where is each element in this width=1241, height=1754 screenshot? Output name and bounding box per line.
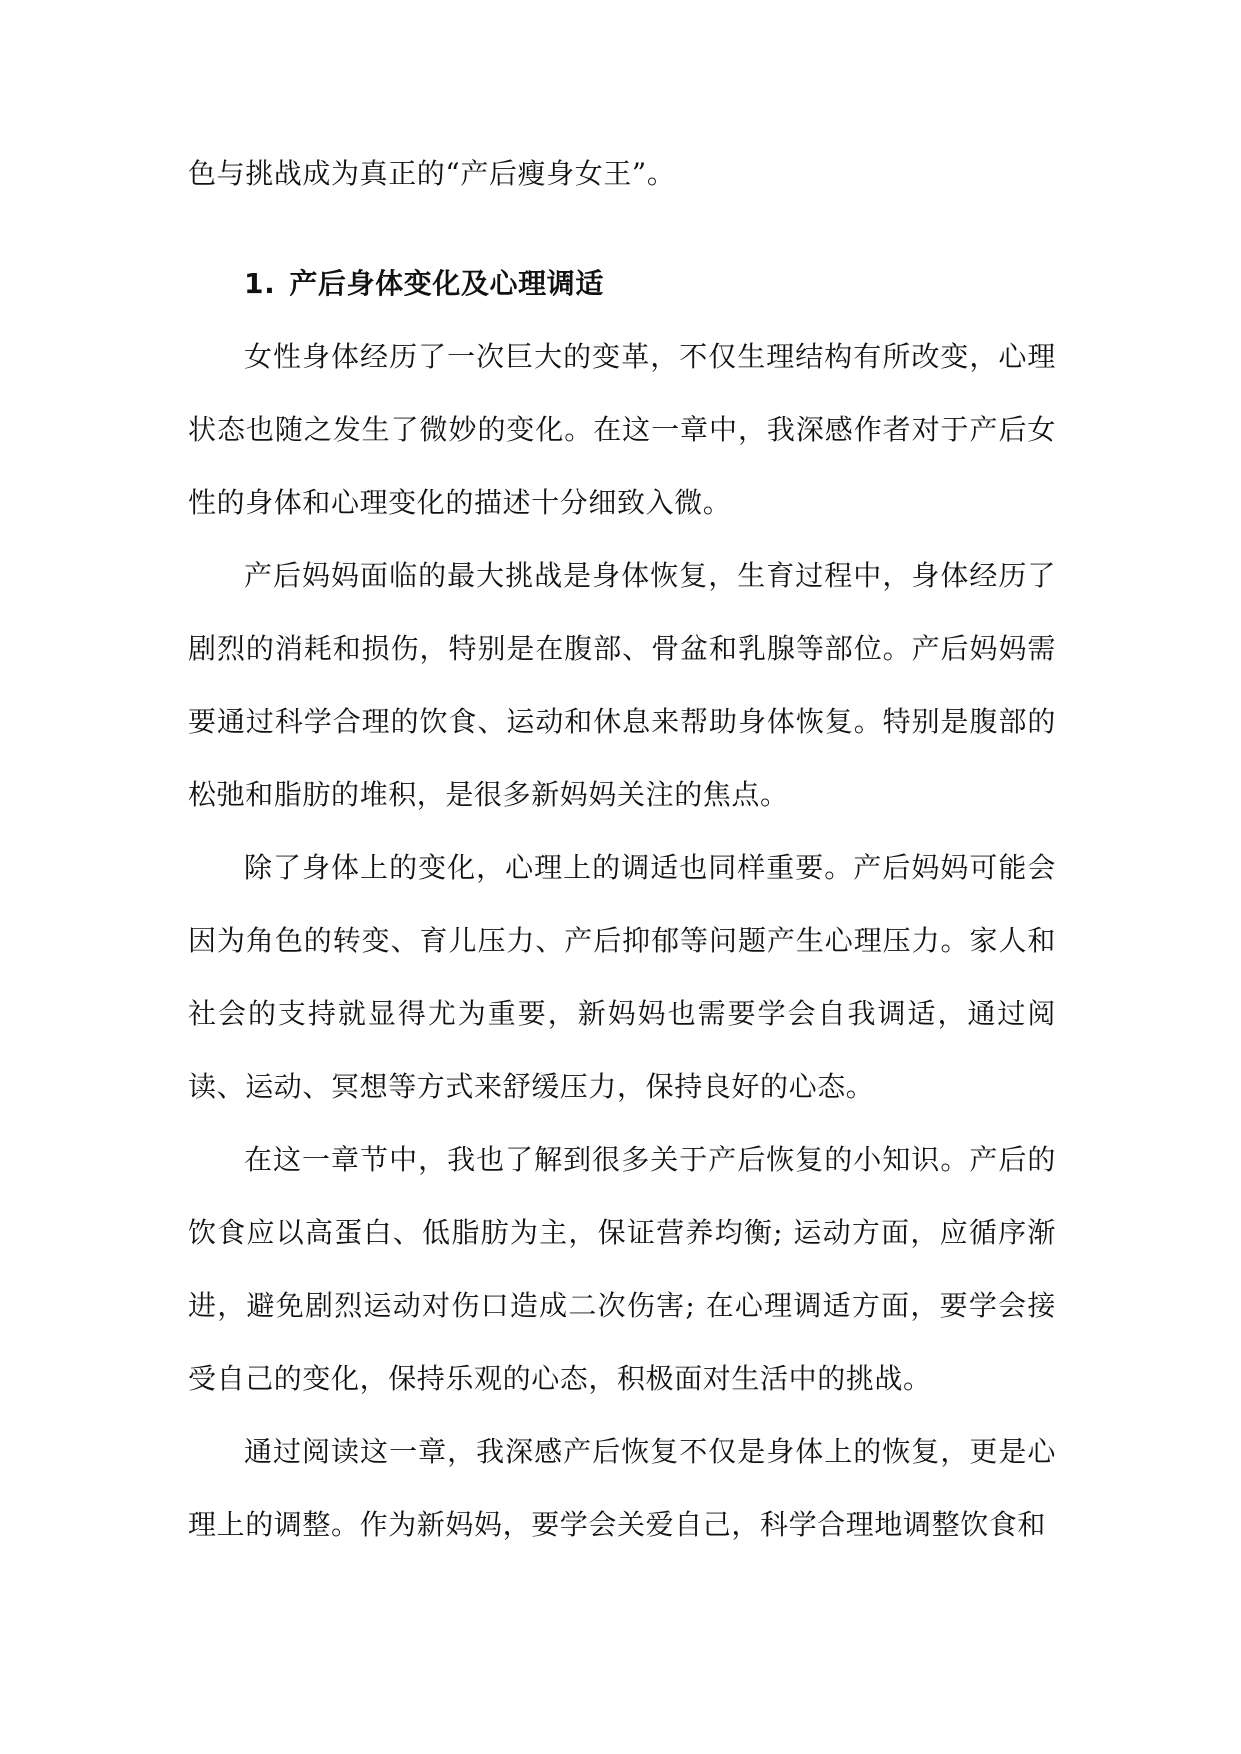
body-paragraph: 除了身体上的变化，心理上的调适也同样重要。产后妈妈可能会因为角色的转变、育儿压力、产后抑郁等问题产生心理压力。家人和社会的支持就显得尤为重要，新妈妈也需要学会自我调适，通过阅读、运动、冥想等方式来舒缓压力，保持良好的心态。: [188, 851, 1056, 1103]
section-title: 产后身体变化及心理调适: [289, 267, 604, 300]
lead-paragraph: 色与挑战成为真正的“产后瘦身女王”。: [188, 157, 676, 190]
body-paragraph: 在这一章节中，我也了解到很多关于产后恢复的小知识。产后的饮食应以高蛋白、低脂肪为主，保证营养均衡; 运动方面，应循序渐进，避免剧烈运动对伤口造成二次伤害; 在心理调适方面，要学会接受自己的变化，保持乐观的心态，积极面对生活中的挑战。: [188, 1143, 1056, 1395]
body-paragraph: 女性身体经历了一次巨大的变革，不仅生理结构有所改变，心理状态也随之发生了微妙的变化。在这一章中，我深感作者对于产后女性的身体和心理变化的描述十分细致入微。: [188, 340, 1056, 519]
document-body: [188, 137, 1056, 1561]
body-paragraph: 通过阅读这一章，我深感产后恢复不仅是身体上的恢复，更是心理上的调整。作为新妈妈，要学会关爱自己，科学合理地调整饮食和: [188, 1435, 1056, 1541]
body-paragraph: 产后妈妈面临的最大挑战是身体恢复，生育过程中，身体经历了剧烈的消耗和损伤，特别是在腹部、骨盆和乳腺等部位。产后妈妈需要通过科学合理的饮食、运动和休息来帮助身体恢复。特别是腹部的松弛和脂肪的堆积，是很多新妈妈关注的焦点。: [188, 559, 1056, 811]
section-number: 1.: [244, 267, 276, 300]
section-heading: [188, 247, 1056, 320]
